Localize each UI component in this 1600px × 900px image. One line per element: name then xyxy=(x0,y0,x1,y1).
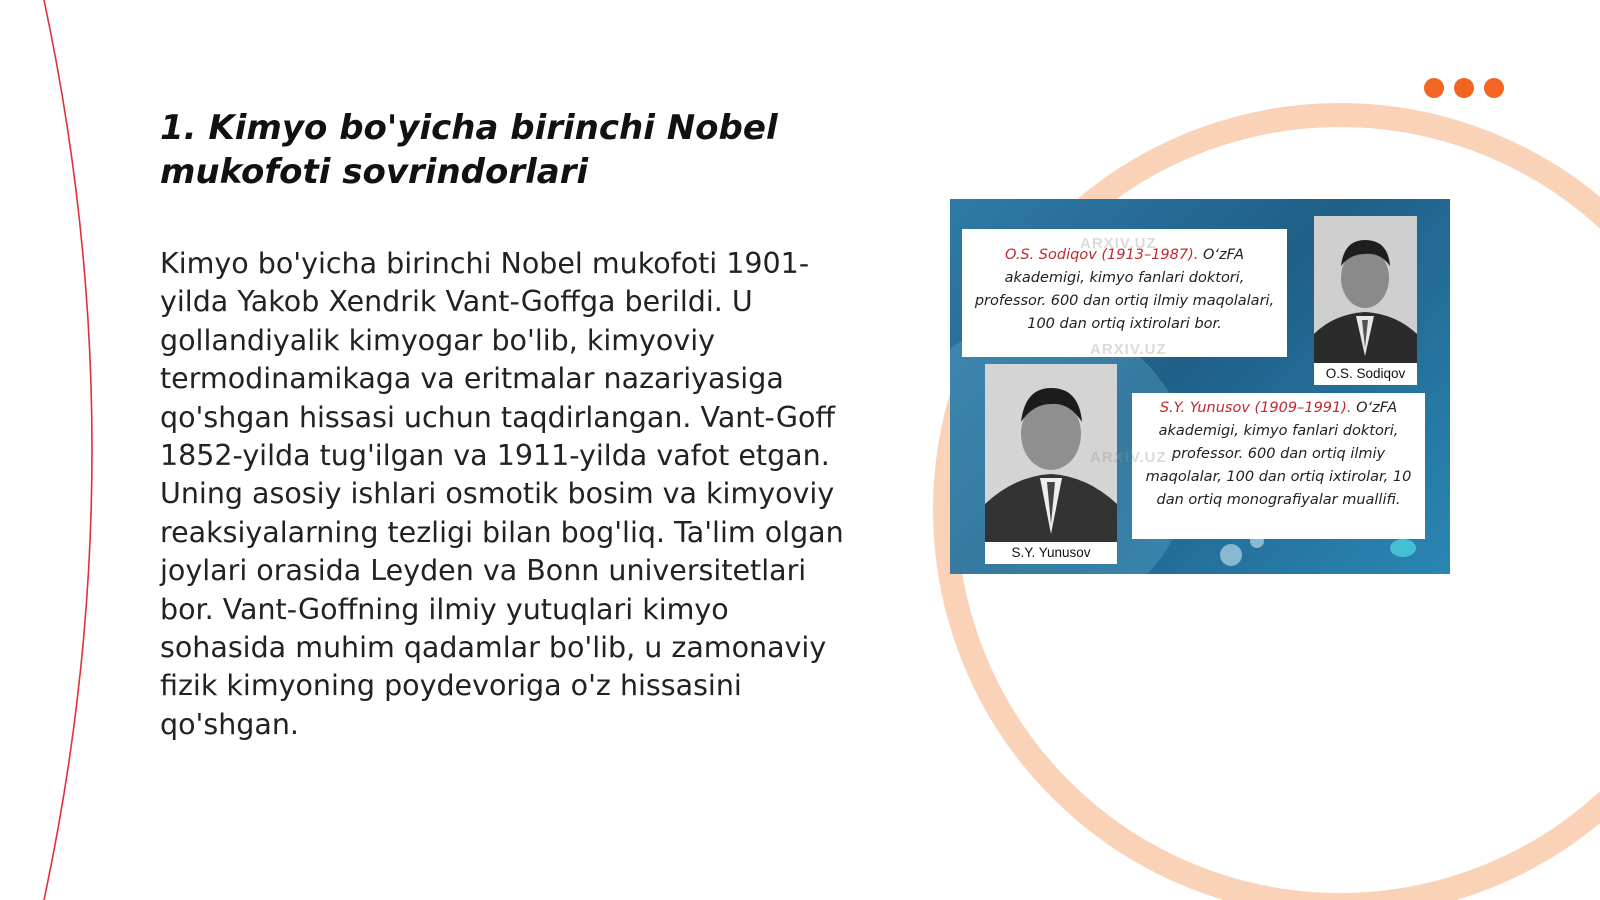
person-photo-icon xyxy=(1314,216,1417,363)
flask-icon xyxy=(1390,539,1416,557)
watermark: ARXIV.UZ xyxy=(1090,449,1167,466)
watermark: ARXIV.UZ xyxy=(1080,235,1157,252)
left-red-curve xyxy=(44,0,92,900)
scientists-image xyxy=(950,199,1450,574)
watermark: ARXIV.UZ xyxy=(1090,341,1167,358)
caption-name: O.S. Sodiqov (1913–1987). xyxy=(1004,247,1199,263)
dot xyxy=(1454,78,1474,98)
caption-description: O‘zFA akademigi, kimyo fanlari doktori, professor. 600 dan ortiq ilmiy maqolalar, 100 dan ortiq ixtirolar, 10 dan ortiq monografiyalar muallifi. xyxy=(1145,400,1412,508)
caption-description: O‘zFA akademigi, kimyo fanlari doktori, professor. 600 dan ortiq ilmiy maqolalari, 100 dan ortiq ixtirolari bor. xyxy=(974,247,1275,332)
caption-yunusov xyxy=(1132,393,1425,539)
more-dots-icon xyxy=(1424,78,1504,98)
label-sodiqov: O.S. Sodiqov xyxy=(1314,363,1417,385)
slide-title: 1. Kimyo bo'yicha birinchi Nobel mukofoti sovrindorlari xyxy=(160,108,778,192)
caption-name: S.Y. Yunusov (1909–1991). xyxy=(1159,400,1352,416)
portrait-sodiqov xyxy=(1314,216,1417,363)
molecule-icon xyxy=(1220,544,1242,566)
slide-body-text: Kimyo bo'yicha birinchi Nobel mukofoti 1901-yilda Yakob Xendrik Vant-Goffga berildi. U gollandiyalik kimyogar bo'lib, kimyoviy termodinamikaga va eritmalar nazariyasiga qo'shgan hissasi uchun taqdirlangan. Vant-Goff 1852-yilda tug'ilgan va 1911-yilda vafot etgan. Uning asosiy ishlari osmotik bosim va kimyoviy reaksiyalarning tezligi bilan bog'liq. Ta'lim olgan joylari orasida Leyden va Bonn universitetlari bor. Vant-Goffning ilmiy yutuqlari kimyo sohasida muhim qadamlar bo'lib, u zamonaviy fizik kimyoning poydevoriga o'z hissasini qo'shgan. xyxy=(160,247,844,741)
label-yunusov: S.Y. Yunusov xyxy=(985,542,1117,564)
dot xyxy=(1484,78,1504,98)
dot xyxy=(1424,78,1444,98)
